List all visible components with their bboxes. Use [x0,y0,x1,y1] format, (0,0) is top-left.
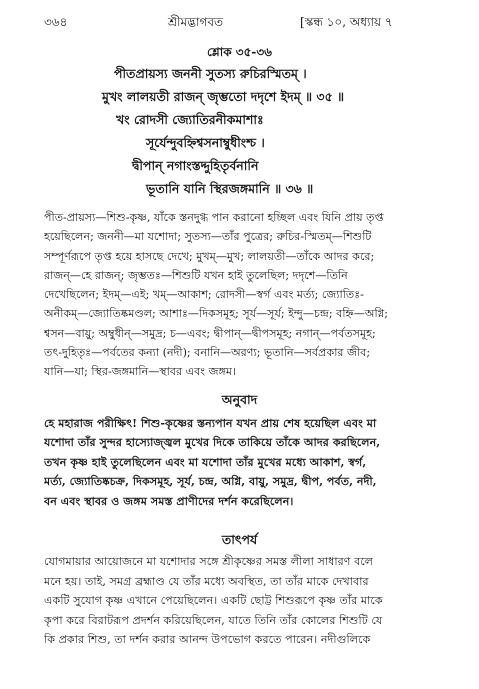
running-header [0,14,479,34]
translation-line: মর্ত্য, জ্যোতিষ্কচক্র, দিকসমূহ, সূর্য, চন্দ্র, অগ্নি, বায়ু, সমুদ্র, দ্বীপ, পর্বত, নদী, [44,474,377,489]
synonym-line: শ্বসন—বায়ু; অম্বুধীন্—সমুদ্র; চ—এবং; দ্বীপান্—দ্বীপসমূহ; নগান্—পর্বতসমূহ; [44,326,376,340]
synonym-line: পীত-প্রায়স্য—শিশু-কৃষ্ণ, যাঁকে স্তনদুগ্ধ পান করানো হচ্ছিল এবং যিনি প্রায় তৃপ্ত [44,211,384,224]
synonym-line: দেখেছিলেন; ইদম্—এই; খম্—আকাশ; রোদসী—স্বর্গ এবং মর্ত্য; জ্যোতিঃ- [44,288,364,302]
verse-line: পীতপ্রায়স্য জননী সুতস্য রুচিরস্মিতম্ । [114,66,307,81]
translation-line: হে মহারাজ পরীক্ষিৎ! শিশু-কৃষ্ণের স্তন্যপান যখন প্রায় শেষ হয়েছিল এবং মা [44,416,377,430]
chapter-reference: [স্কন্ধ ১০, অধ্যায় ৭ [300,15,393,29]
synonyms-block [44,208,444,382]
verse-line: মুখং লালয়তী রাজন্ জৃম্ভতো দদৃশে ইদম্ ॥ ৩৫ ॥ [102,89,345,104]
synonym-line: সম্পূর্ণরূপে তৃপ্ত হয়ে হাসছে দেখে; মুখম্—মুখ; লালয়তী—তাঁকে আদর করে; [44,249,375,263]
synonym-line: যানি—যা; স্থির-জঙ্গমানি—স্থাবর এবং জঙ্গম। [44,365,236,379]
synonym-line: রাজন্—হে রাজন্; জৃম্ভতঃ—শিশুটি যখন হাই তুলেছিল; দদৃশে—তিনি [44,268,348,282]
purport-heading: তাৎপর্য [221,532,258,547]
sloka-title: শ্লোক ৩৫-৩৬ [207,45,272,59]
translation-line: তখন কৃষ্ণ হাই তুলেছিলেন এবং মা যশোদা তাঁর মুখের মধ্যে আকাশ, স্বর্গ, [44,454,367,469]
translation-block [44,414,446,511]
synonym-line: তৎ-দুহিতৃঃ—পর্বতের কন্যা (নদী); বনানি—অরণ্য; ভূতানি—সর্বপ্রকার জীব; [44,346,371,360]
purport-line: মনে হয়। তাই, সমগ্র ব্রহ্মাণ্ড যে তাঁর মধ্যে অবস্থিত, তা তাঁর মাকে দেখাবার [44,574,369,588]
purport-line: যোগমায়ার আয়োজনে মা যশোদার সঙ্গে শ্রীকৃষ্ণের সমস্ত লীলা সাধারণ বলে [44,555,374,568]
purport-line: একটি সুযোগ কৃষ্ণ এখানে পেয়েছিলেন। একটি ছোট্ট শিশুরূপে কৃষ্ণ তাঁর মাকে [44,594,383,607]
verse-line: ভূতানি যানি স্থিরজঙ্গমানি ॥ ৩৬ ॥ [146,181,314,196]
page-number: ৩৬৪ [44,15,68,29]
purport-line: কি প্রকার শিশু, তা দর্শন করার আনন্দ উপভোগ করতে পারেন। নদীগুলিকে [44,633,371,646]
purport-block [44,552,446,650]
translation-line: যশোদা তাঁর সুন্দর হাস্যোজ্জ্বল মুখের দিকে তাকিয়ে তাঁকে আদর করছিলেন, [44,435,381,450]
synonym-line: অনীকম্—জ্যোতিষ্কমণ্ডল; আশাঃ—দিকসমূহ; সূর্য—সূর্য; ইন্দু—চন্দ্র; বহ্নি—অগ্নি; [44,307,389,321]
translation-line: বন এবং স্থাবর ও জঙ্গম সমস্ত প্রাণীদের দর্শন করেছিলেন। [44,493,294,508]
verse-line: খং রোদসী জ্যোতিরনীকমাশাঃ [116,112,264,127]
book-title: শ্রীমদ্ভাগবত [168,15,224,29]
purport-line: কৃপা করে বিরাটরূপ প্রদর্শন করিয়েছিলেন, যাতে তিনি তাঁর কোলের শিশুটি যে [44,613,383,627]
synonym-line: হয়েছিলেন; জননী—মা যশোদা; সুতস্য—তাঁর পুত্রের; রুচির-স্মিতম্—শিশুটি [44,230,372,244]
translation-heading: অনুবাদ [221,392,258,407]
verse-line: সূর্যেন্দুবহ্নিশ্বসনাম্বুধীংশ্চ । [146,135,265,150]
verse-line: দ্বীপান্ নগাংস্তদ্দুহিতৃর্বনানি [132,158,259,173]
